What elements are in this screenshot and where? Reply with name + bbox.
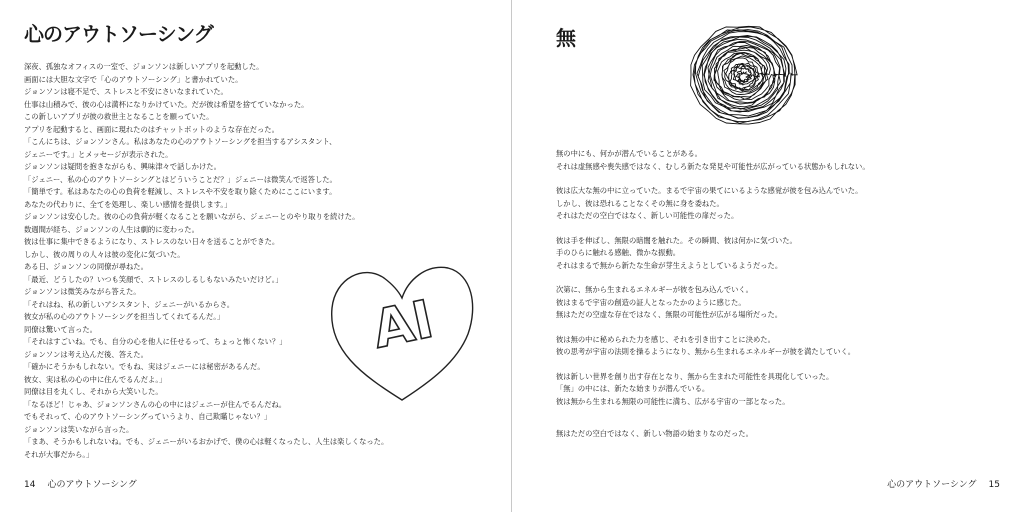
text-line: 「それはね、私の新しいアシスタント、ジェニーがいるからさ。 (24, 299, 235, 309)
text-line: 仕事は山積みで、彼の心は満杯になりかけていた。だが彼は希望を捨てていなかった。 (24, 99, 309, 109)
text-line: ジョンソンは考え込んだ後、答えた。 (24, 349, 148, 359)
text-line: 次第に、無から生まれるエネルギーが彼を包み込んでいく。 (556, 285, 753, 294)
text-line: 「無」の中には、新たな始まりが潜んでいる。 (556, 384, 710, 393)
text-line: 彼は手を伸ばし、無限の暗闇を触れた。その瞬間、彼は何かに気づいた。 (556, 235, 797, 245)
text-line: それが大事だから。」 (24, 449, 94, 459)
text-line: 「簡単です。私はあなたの心の負荷を軽減し、ストレスや不安を取り除くためにここにいます。 (24, 187, 337, 196)
page-title: 無 (556, 26, 576, 50)
story-text (24, 61, 389, 461)
story-text (556, 148, 986, 453)
text-line: 「まあ、そうかもしれないね。でも、ジェニーがいるおかげで、僕の心は軽くなったし、人生は楽しくなった。 (24, 437, 389, 446)
text-line: しかし、彼の周りの人々は彼の変化に気づいた。 (24, 249, 185, 259)
text-line: 「こんにちは、ジョンソンさん。私はあなたの心のアウトソーシングを担当するアシスタント、 (24, 137, 337, 146)
paragraph (556, 148, 986, 173)
text-line: ジョンソンは笑いながら言った。 (24, 424, 134, 434)
text-line: この新しいアプリが彼の救世主となることを願っていた。 (24, 112, 214, 121)
text-line: 彼は仕事に集中できるようになり、ストレスのない日々を送ることができた。 (24, 237, 280, 246)
text-line: 彼は新しい世界を創り出す存在となり、無から生まれた可能性を具現化していった。 (556, 371, 834, 381)
text-line: 「確かにそうかもしれない。でもね、実はジェニーには秘密があるんだ。 (24, 362, 265, 371)
text-line: 「なるほど！じゃあ、ジョンソンさんの心の中にはジェニーが住んでるんだね。 (24, 399, 287, 409)
left-page (0, 0, 511, 512)
folio-right (887, 477, 1000, 490)
text-line: ジョンソンは寝不足で、ストレスと不安にさいなまれていた。 (24, 87, 228, 96)
ai-heart-illustration (322, 250, 482, 410)
heart-ai-text: AI (367, 289, 439, 361)
text-line: 彼の思考が宇宙の法則を操るようになり、無から生まれるエネルギーが彼を満たしていく。 (556, 347, 856, 356)
text-line: 彼女が私の心のアウトソーシングを担当してくれてるんだ。」 (24, 312, 225, 321)
page-number: 15 (988, 480, 1000, 490)
text-line: 同僚は目を丸くし、それから大笑いした。 (24, 387, 163, 396)
closing-line: 無はただの空白ではなく、新しい物語の始まりなのだった。 (556, 429, 753, 438)
text-line: ジョンソンは安心した。彼の心の負荷が軽くなることを願いながら、ジェニーとのやり取りを続けた。 (24, 212, 360, 221)
text-line: 数週間が経ち、ジョンソンの人生は劇的に変わった。 (24, 224, 199, 234)
scribble-stroke (691, 26, 798, 124)
text-line: 「最近、どうしたの？いつも笑顔で、ストレスのしるしもないみたいだけど。」 (24, 274, 283, 284)
paragraph (556, 185, 986, 223)
text-line: 画面には大胆な文字で「心のアウトソーシング」と書かれていた。 (24, 74, 243, 84)
text-line: それはまるで無から新たな生命が芽生えようとしているようだった。 (556, 260, 783, 270)
page-title: 心のアウトソーシング (24, 22, 213, 46)
text-line: 「それはすごいね。でも、自分の心を他人に任せるって、ちょっと怖くない？」 (24, 337, 287, 346)
right-page (512, 0, 1024, 512)
text-line: しかし、彼は恐れることなくその無に身を委ねた。 (556, 198, 724, 208)
running-title: 心のアウトソーシング (47, 480, 137, 490)
text-line: でもそれって、心のアウトソーシングっていうより、自己欺瞞じゃない？」 (24, 412, 272, 421)
text-line: アプリを起動すると、画面に現れたのはチャットボットのような存在だった。 (24, 124, 279, 134)
text-line: ある日、ジョンソンの同僚が尋ねた。 (24, 262, 148, 271)
page-number: 14 (24, 480, 36, 490)
text-line: 彼はまるで宇宙の創造の証人となったかのように感じた。 (556, 297, 746, 307)
text-line: 無の中にも、何かが潜んでいることがある。 (556, 149, 702, 158)
text-line: あなたの代わりに、全てを処理し、楽しい感情を提供します。」 (24, 199, 232, 209)
text-line: ジョンソンは疑問を抱きながらも、興味津々で話しかけた。 (24, 162, 221, 171)
text-line: ジョンソンは微笑みながら答えた。 (24, 287, 141, 296)
text-line: 彼は広大な無の中に立っていた。まるで宇宙の果てにいるような感覚が彼を包み込んでいた。 (556, 186, 863, 195)
text-line: 手のひらに触れる感触、微かな振動。 (556, 248, 681, 257)
text-line: 深夜、孤独なオフィスの一室で、ジョンソンは新しいアプリを起動した。 (24, 62, 264, 71)
text-line: ジェニーです。」とメッセージが表示された。 (24, 149, 173, 159)
text-line: 彼女、実は私の心の中に住んでるんだよ。」 (24, 374, 167, 384)
text-line: 「ジェニー、私の心のアウトソーシングとはどういうことだ？」ジェニーは微笑んで返答した。 (24, 174, 337, 184)
text-line: 彼は無から生まれる無限の可能性に満ち、広がる宇宙の一部となった。 (556, 396, 790, 406)
paragraph (556, 284, 986, 322)
text-line: それはただの空白ではなく、新しい可能性の扉だった。 (556, 211, 739, 220)
folio-left (24, 477, 137, 490)
paragraph (556, 334, 986, 359)
paragraph (556, 371, 986, 409)
text-line: 同僚は驚いて言った。 (24, 324, 97, 334)
text-line: それは虚無感や喪失感ではなく、むしろ新たな発見や可能性が広がっている状態かもしれない。 (556, 161, 870, 171)
paragraph (556, 235, 986, 273)
text-line: 彼は無の中に秘められた力を感じ、それを引き出すことに決めた。 (556, 334, 775, 344)
running-title: 心のアウトソーシング (887, 480, 977, 490)
text-line: 無はただの空虚な存在ではなく、無限の可能性が広がる場所だった。 (556, 310, 783, 319)
scribble-illustration (678, 20, 808, 130)
